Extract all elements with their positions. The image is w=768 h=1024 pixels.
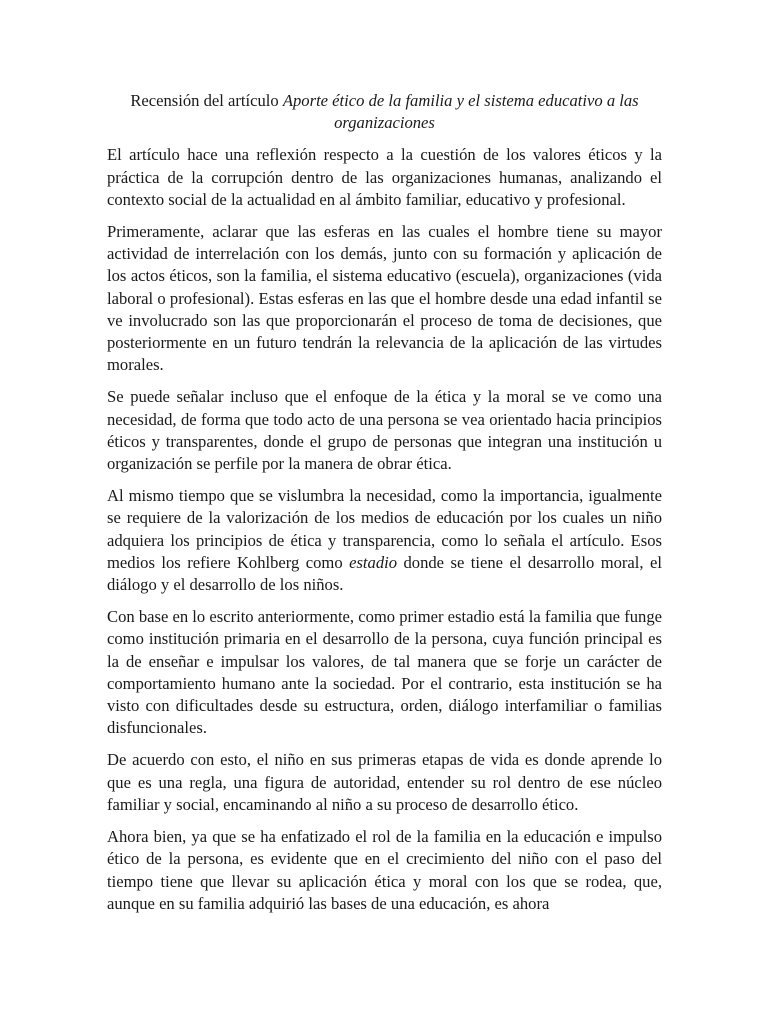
article-title-italic: Aporte ético de la familia y el sistema educativo a las organizaciones [282, 91, 639, 133]
paragraph-4-italic: estadio [349, 552, 398, 572]
document-page [107, 90, 662, 925]
paragraph-6: De acuerdo con esto, el niño en sus primeras etapas de vida es donde aprende lo que es una regla, una figura de autoridad, entender su rol dentro de ese núcleo familiar y social, encaminando al niño a su proceso de desarrollo ético. [107, 750, 662, 814]
document-title [107, 90, 662, 134]
paragraph-1: El artículo hace una reflexión respecto a la cuestión de los valores éticos y la práctica de la corrupción dentro de las organizaciones humanas, analizando el contexto social de la actualidad en al ámbito familiar, educativo y profesional. [107, 145, 662, 209]
paragraph-3: Se puede señalar incluso que el enfoque de la ética y la moral se ve como una necesidad, de forma que todo acto de una persona se vea orientado hacia principios éticos y transparentes, donde el grupo de personas que integran una institución u organización se perfile por la manera de obrar ética. [107, 387, 662, 474]
paragraph-7: Ahora bien, ya que se ha enfatizado el rol de la familia en la educación e impulso ético de la persona, es evidente que en el crecimiento del niño con el paso del tiempo tiene que llevar su aplicación ética y moral con los que se rodea, que, aunque en su familia adquirió las bases de una educación, es ahora [107, 827, 662, 913]
paragraph-2: Primeramente, aclarar que las esferas en las cuales el hombre tiene su mayor actividad de interrelación con los demás, junto con su formación y aplicación de los actos éticos, son la familia, el sistema educativo (escuela), organizaciones (vida laboral o profesional). Estas esferas en las que el hombre desde una edad infantil se ve involucrado son las que proporcionarán el proceso de toma de decisiones, que posteriormente en un futuro tendrán la relevancia de la aplicación de las virtudes morales. [107, 222, 662, 375]
paragraph-4 [107, 485, 662, 596]
paragraph-5: Con base en lo escrito anteriormente, como primer estadio está la familia que funge como institución primaria en el desarrollo de la persona, cuya función principal es la de enseñar e impulsar los valores, de tal manera que se forje un carácter de comportamiento humano ante la sociedad. Por el contrario, esta institución se ha visto con dificultades desde su estructura, orden, diálogo interfamiliar o familias disfuncionales. [107, 607, 662, 738]
title-prefix: Recensión del artículo [130, 91, 283, 110]
paragraph-4-before: Al mismo tiempo que se vislumbra la necesidad, como la importancia, igualmente se requiere de la valorización de los medios de educación por los cuales un niño adquiera los principios de ética y transparencia, como lo señala el artículo. Esos medios los refiere Kohlberg como [107, 486, 662, 572]
paragraph-4-after: donde se tiene el desarrollo moral, el diálogo y el desarrollo de los niños. [107, 552, 662, 595]
